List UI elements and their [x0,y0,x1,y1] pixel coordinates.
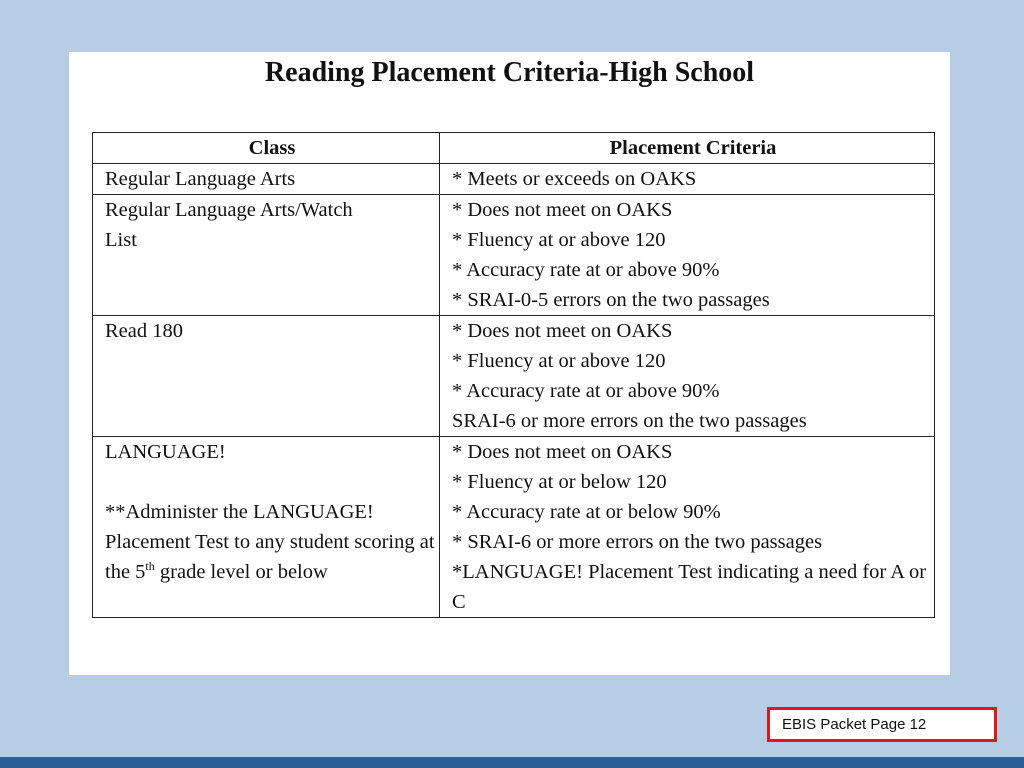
criteria-item: * Fluency at or above 120 [452,229,666,251]
criteria-item: *LANGUAGE! Placement Test indicating a need for A or C [452,561,927,613]
spacer [105,467,439,497]
class-note-end: grade level or below [154,561,328,583]
criteria-cell [440,316,935,437]
class-name: Regular Language Arts [105,168,296,190]
class-name: LANGUAGE! [105,441,226,463]
bottom-accent-bar [0,757,1024,768]
slide-content-panel [69,52,950,675]
class-note-text: **Administer the LANGUAGE! Placement Test to any student scoring at the [105,501,435,583]
page-reference-box [767,707,997,742]
criteria-item: * Accuracy rate at or above 90% [452,380,720,402]
criteria-cell [440,164,935,195]
table-row [93,164,935,195]
criteria-item: * SRAI-0-5 errors on the two passages [452,289,770,311]
criteria-item: * Does not meet on OAKS [452,320,673,342]
class-name: Regular Language Arts/Watch [105,199,353,221]
criteria-cell [440,195,935,316]
class-cell [93,164,440,195]
criteria-item: * Accuracy rate at or below 90% [452,501,721,523]
page-reference-label: EBIS Packet Page 12 [782,716,927,733]
header-placement-criteria: Placement Criteria [440,133,935,164]
table-row [93,316,935,437]
header-class: Class [93,133,440,164]
table-header-row [93,133,935,164]
criteria-item: SRAI-6 or more errors on the two passages [452,410,807,432]
grade-number: 5 [135,561,146,583]
class-note [105,497,439,587]
criteria-item: * Meets or exceeds on OAKS [452,168,697,190]
class-name: Read 180 [105,320,183,342]
class-cell [93,437,440,618]
criteria-item: * Fluency at or above 120 [452,350,666,372]
document-title: Reading Placement Criteria-High School [264,57,755,88]
class-cell [93,316,440,437]
criteria-item: * Accuracy rate at or above 90% [452,259,720,281]
placement-criteria-table [92,132,935,618]
table-row [93,195,935,316]
ordinal-suffix: th [145,559,155,574]
criteria-item: * Does not meet on OAKS [452,441,673,463]
class-cell [93,195,440,316]
table-row [93,437,935,618]
criteria-item: * SRAI-6 or more errors on the two passages [452,531,823,553]
criteria-cell [440,437,935,618]
class-name: List [105,229,137,251]
criteria-item: * Does not meet on OAKS [452,199,673,221]
criteria-item: * Fluency at or below 120 [452,471,667,493]
